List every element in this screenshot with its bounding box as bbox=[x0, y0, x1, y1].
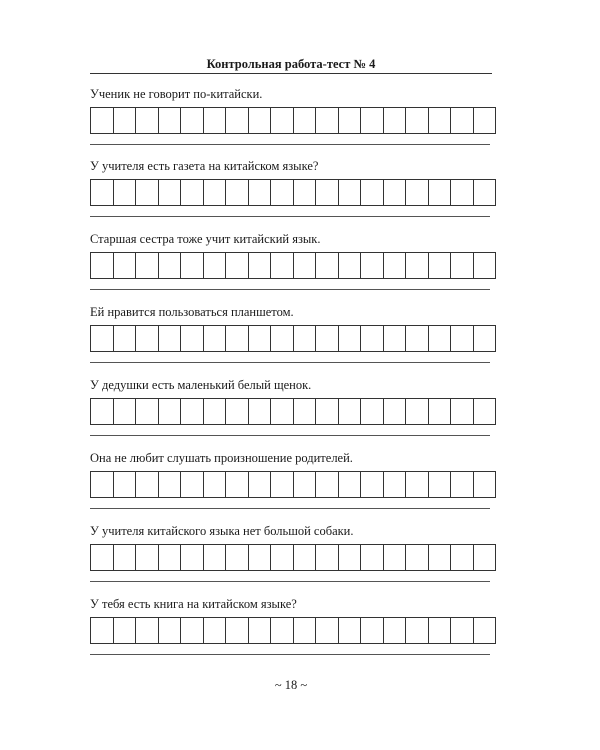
exercise-3 bbox=[90, 231, 492, 295]
writing-cell[interactable] bbox=[181, 180, 204, 205]
writing-cell[interactable] bbox=[91, 545, 114, 570]
writing-cell[interactable] bbox=[249, 326, 272, 351]
writing-cell[interactable] bbox=[91, 618, 114, 643]
writing-cell[interactable] bbox=[429, 472, 452, 497]
writing-cell[interactable] bbox=[204, 253, 227, 278]
writing-cell[interactable] bbox=[316, 545, 339, 570]
exercise-2 bbox=[90, 158, 492, 222]
writing-cell[interactable] bbox=[249, 180, 272, 205]
writing-cell[interactable] bbox=[204, 618, 227, 643]
writing-cell[interactable] bbox=[114, 108, 137, 133]
writing-cell[interactable] bbox=[271, 472, 294, 497]
writing-cell[interactable] bbox=[406, 253, 429, 278]
exercise-sentence: У учителя китайского языка нет большой собаки. bbox=[90, 524, 354, 538]
answer-line bbox=[90, 654, 490, 655]
writing-cell[interactable] bbox=[159, 472, 182, 497]
writing-cell[interactable] bbox=[361, 472, 384, 497]
writing-cell[interactable] bbox=[249, 618, 272, 643]
writing-cell[interactable] bbox=[474, 545, 497, 570]
writing-cell[interactable] bbox=[204, 545, 227, 570]
writing-cell[interactable] bbox=[451, 108, 474, 133]
writing-cell[interactable] bbox=[361, 399, 384, 424]
writing-cell[interactable] bbox=[159, 545, 182, 570]
writing-cell[interactable] bbox=[159, 326, 182, 351]
writing-cell[interactable] bbox=[339, 108, 362, 133]
writing-cell[interactable] bbox=[429, 545, 452, 570]
writing-cell[interactable] bbox=[226, 472, 249, 497]
writing-cell[interactable] bbox=[91, 472, 114, 497]
writing-cell[interactable] bbox=[181, 472, 204, 497]
writing-cell[interactable] bbox=[91, 108, 114, 133]
writing-cell[interactable] bbox=[181, 108, 204, 133]
writing-cell[interactable] bbox=[406, 545, 429, 570]
writing-cell[interactable] bbox=[451, 545, 474, 570]
writing-cell[interactable] bbox=[339, 618, 362, 643]
writing-cell[interactable] bbox=[91, 399, 114, 424]
writing-cell[interactable] bbox=[406, 108, 429, 133]
writing-cell[interactable] bbox=[114, 618, 137, 643]
writing-cell[interactable] bbox=[316, 472, 339, 497]
exercise-sentence: Старшая сестра тоже учит китайский язык. bbox=[90, 232, 321, 246]
writing-cell[interactable] bbox=[136, 618, 159, 643]
writing-cell[interactable] bbox=[316, 180, 339, 205]
writing-cell[interactable] bbox=[316, 253, 339, 278]
writing-cell[interactable] bbox=[384, 399, 407, 424]
writing-cell[interactable] bbox=[159, 253, 182, 278]
exercise-sentence: У учителя есть газета на китайском языке? bbox=[90, 159, 319, 173]
answer-line bbox=[90, 508, 490, 509]
writing-cell[interactable] bbox=[339, 253, 362, 278]
writing-cell[interactable] bbox=[316, 326, 339, 351]
exercise-sentence: У дедушки есть маленький белый щенок. bbox=[90, 378, 312, 392]
character-grid bbox=[90, 544, 496, 571]
exercise-sentence: Ей нравится пользоваться планшетом. bbox=[90, 305, 294, 319]
writing-cell[interactable] bbox=[294, 108, 317, 133]
exercise-8 bbox=[90, 596, 492, 660]
writing-cell[interactable] bbox=[226, 326, 249, 351]
writing-cell[interactable] bbox=[249, 472, 272, 497]
character-grid bbox=[90, 617, 496, 644]
writing-cell[interactable] bbox=[316, 399, 339, 424]
writing-cell[interactable] bbox=[339, 180, 362, 205]
writing-cell[interactable] bbox=[181, 326, 204, 351]
character-grid bbox=[90, 179, 496, 206]
writing-cell[interactable] bbox=[271, 618, 294, 643]
writing-cell[interactable] bbox=[136, 545, 159, 570]
writing-cell[interactable] bbox=[271, 326, 294, 351]
writing-cell[interactable] bbox=[316, 108, 339, 133]
writing-cell[interactable] bbox=[294, 253, 317, 278]
writing-cell[interactable] bbox=[204, 399, 227, 424]
writing-cell[interactable] bbox=[429, 399, 452, 424]
exercise-1 bbox=[90, 86, 492, 150]
character-grid bbox=[90, 252, 496, 279]
answer-line bbox=[90, 289, 490, 290]
writing-cell[interactable] bbox=[114, 545, 137, 570]
writing-cell[interactable] bbox=[181, 253, 204, 278]
character-grid bbox=[90, 325, 496, 352]
writing-cell[interactable] bbox=[204, 472, 227, 497]
writing-cell[interactable] bbox=[136, 253, 159, 278]
writing-cell[interactable] bbox=[271, 108, 294, 133]
writing-cell[interactable] bbox=[226, 545, 249, 570]
writing-cell[interactable] bbox=[159, 180, 182, 205]
answer-line bbox=[90, 144, 490, 145]
answer-line bbox=[90, 435, 490, 436]
writing-cell[interactable] bbox=[384, 618, 407, 643]
writing-cell[interactable] bbox=[429, 108, 452, 133]
writing-cell[interactable] bbox=[204, 108, 227, 133]
character-grid bbox=[90, 398, 496, 425]
writing-cell[interactable] bbox=[474, 326, 497, 351]
writing-cell[interactable] bbox=[384, 472, 407, 497]
writing-cell[interactable] bbox=[271, 545, 294, 570]
writing-cell[interactable] bbox=[136, 180, 159, 205]
writing-cell[interactable] bbox=[159, 399, 182, 424]
character-grid bbox=[90, 471, 496, 498]
writing-cell[interactable] bbox=[406, 618, 429, 643]
writing-cell[interactable] bbox=[451, 180, 474, 205]
writing-cell[interactable] bbox=[181, 618, 204, 643]
writing-cell[interactable] bbox=[339, 545, 362, 570]
writing-cell[interactable] bbox=[249, 545, 272, 570]
writing-cell[interactable] bbox=[384, 545, 407, 570]
writing-cell[interactable] bbox=[249, 399, 272, 424]
writing-cell[interactable] bbox=[271, 399, 294, 424]
writing-cell[interactable] bbox=[451, 472, 474, 497]
writing-cell[interactable] bbox=[249, 253, 272, 278]
writing-cell[interactable] bbox=[429, 180, 452, 205]
exercise-sentence: Ученик не говорит по-китайски. bbox=[90, 87, 263, 101]
exercise-6 bbox=[90, 450, 492, 514]
writing-cell[interactable] bbox=[294, 545, 317, 570]
writing-cell[interactable] bbox=[429, 618, 452, 643]
writing-cell[interactable] bbox=[361, 253, 384, 278]
writing-cell[interactable] bbox=[114, 326, 137, 351]
page-number: ~ 18 ~ bbox=[274, 678, 308, 692]
writing-cell[interactable] bbox=[136, 472, 159, 497]
writing-cell[interactable] bbox=[226, 618, 249, 643]
writing-cell[interactable] bbox=[474, 399, 497, 424]
writing-cell[interactable] bbox=[429, 326, 452, 351]
writing-cell[interactable] bbox=[136, 326, 159, 351]
writing-cell[interactable] bbox=[226, 399, 249, 424]
writing-cell[interactable] bbox=[361, 618, 384, 643]
writing-cell[interactable] bbox=[294, 472, 317, 497]
writing-cell[interactable] bbox=[384, 326, 407, 351]
exercise-5 bbox=[90, 377, 492, 441]
writing-cell[interactable] bbox=[226, 180, 249, 205]
title-divider bbox=[90, 73, 492, 74]
answer-line bbox=[90, 216, 490, 217]
writing-cell[interactable] bbox=[406, 326, 429, 351]
writing-cell[interactable] bbox=[361, 545, 384, 570]
writing-cell[interactable] bbox=[474, 618, 497, 643]
writing-cell[interactable] bbox=[339, 472, 362, 497]
writing-cell[interactable] bbox=[136, 399, 159, 424]
writing-cell[interactable] bbox=[451, 618, 474, 643]
writing-cell[interactable] bbox=[361, 180, 384, 205]
writing-cell[interactable] bbox=[474, 472, 497, 497]
writing-cell[interactable] bbox=[406, 180, 429, 205]
writing-cell[interactable] bbox=[361, 326, 384, 351]
writing-cell[interactable] bbox=[294, 399, 317, 424]
writing-cell[interactable] bbox=[429, 253, 452, 278]
writing-cell[interactable] bbox=[91, 253, 114, 278]
answer-line bbox=[90, 362, 490, 363]
writing-cell[interactable] bbox=[384, 180, 407, 205]
writing-cell[interactable] bbox=[339, 326, 362, 351]
writing-cell[interactable] bbox=[159, 618, 182, 643]
writing-cell[interactable] bbox=[114, 253, 137, 278]
writing-cell[interactable] bbox=[474, 180, 497, 205]
writing-cell[interactable] bbox=[361, 108, 384, 133]
answer-line bbox=[90, 581, 490, 582]
character-grid bbox=[90, 107, 496, 134]
writing-cell[interactable] bbox=[384, 253, 407, 278]
writing-cell[interactable] bbox=[474, 253, 497, 278]
writing-cell[interactable] bbox=[294, 326, 317, 351]
writing-cell[interactable] bbox=[451, 326, 474, 351]
exercise-4 bbox=[90, 304, 492, 368]
writing-cell[interactable] bbox=[384, 108, 407, 133]
writing-cell[interactable] bbox=[226, 253, 249, 278]
writing-cell[interactable] bbox=[406, 472, 429, 497]
writing-cell[interactable] bbox=[316, 618, 339, 643]
writing-cell[interactable] bbox=[114, 472, 137, 497]
page-title: Контрольная работа-тест № 4 bbox=[206, 57, 376, 71]
writing-cell[interactable] bbox=[294, 180, 317, 205]
writing-cell[interactable] bbox=[204, 326, 227, 351]
writing-cell[interactable] bbox=[91, 326, 114, 351]
exercise-7 bbox=[90, 523, 492, 587]
writing-cell[interactable] bbox=[294, 618, 317, 643]
writing-cell[interactable] bbox=[271, 180, 294, 205]
writing-cell[interactable] bbox=[451, 253, 474, 278]
writing-cell[interactable] bbox=[181, 545, 204, 570]
writing-cell[interactable] bbox=[159, 108, 182, 133]
writing-cell[interactable] bbox=[406, 399, 429, 424]
writing-cell[interactable] bbox=[91, 180, 114, 205]
exercise-sentence: У тебя есть книга на китайском языке? bbox=[90, 597, 297, 611]
writing-cell[interactable] bbox=[271, 253, 294, 278]
writing-cell[interactable] bbox=[204, 180, 227, 205]
writing-cell[interactable] bbox=[474, 108, 497, 133]
writing-cell[interactable] bbox=[114, 399, 137, 424]
writing-cell[interactable] bbox=[249, 108, 272, 133]
writing-cell[interactable] bbox=[226, 108, 249, 133]
writing-cell[interactable] bbox=[451, 399, 474, 424]
writing-cell[interactable] bbox=[114, 180, 137, 205]
exercise-sentence: Она не любит слушать произношение родителей. bbox=[90, 451, 353, 465]
writing-cell[interactable] bbox=[339, 399, 362, 424]
writing-cell[interactable] bbox=[136, 108, 159, 133]
writing-cell[interactable] bbox=[181, 399, 204, 424]
